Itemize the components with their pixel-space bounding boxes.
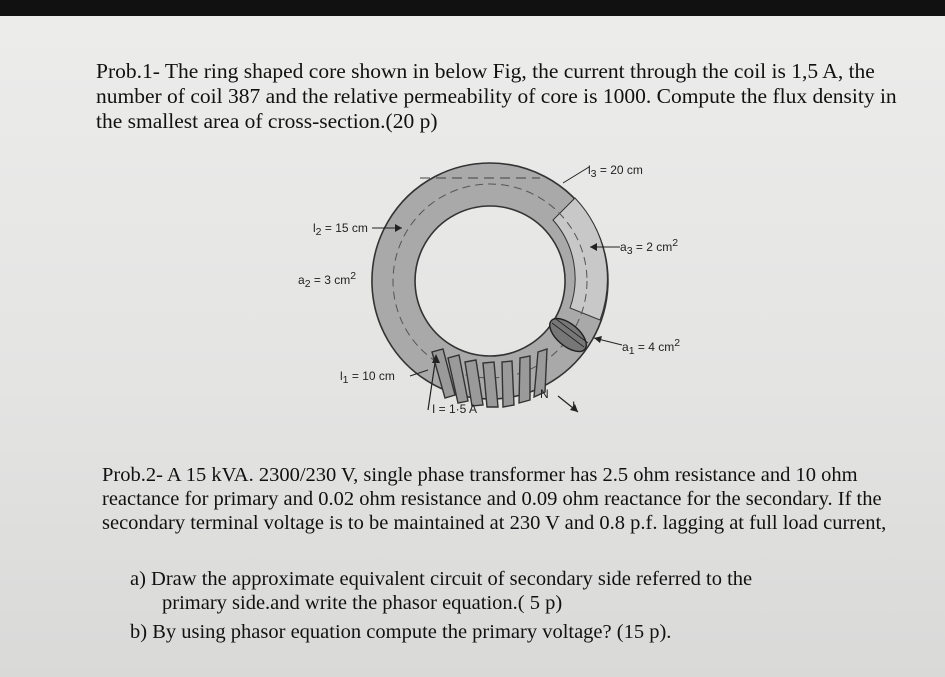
svg-text:l3 = 20 cm: l3 = 20 cm (588, 163, 643, 180)
part-a-line-2: primary side.and write the phasor equation.( 5 p) (162, 592, 563, 614)
problem-1-text: Prob.1- The ring shaped core shown in below Fig, the current through the coil is 1,5 A, the number of coil 387 and the relative permeability of core is 1000. Compute the flux density in the smallest area of cross-section.(20 p) (96, 59, 897, 133)
problem-2-part-a (130, 567, 870, 615)
svg-text:N: N (540, 387, 549, 401)
problem-2-part-b: b) By using phasor equation compute the primary voltage? (15 p). (130, 621, 672, 643)
svg-text:l2 = 15 cm: l2 = 15 cm (313, 221, 368, 238)
problem-2-text: Prob.2- A 15 kVA. 2300/230 V, single phase transformer has 2.5 ohm resistance and 10 ohm reactance for primary and 0.02 ohm resistance and 0.09 ohm reactance for the secondary. If the secondary terminal voltage is to be maintained at 230 V and 0.8 p.f. lagging at full load current, (102, 464, 887, 534)
label-a1 (594, 336, 680, 357)
svg-text:I = 1·5 A: I = 1·5 A (432, 402, 478, 416)
svg-text:a1 = 4 cm2: a1 = 4 cm2 (622, 337, 681, 357)
label-l3 (563, 163, 643, 183)
svg-text:I: I (572, 399, 576, 413)
label-a2 (298, 270, 356, 290)
svg-text:l1 = 10 cm: l1 = 10 cm (340, 369, 395, 386)
label-turns (540, 387, 578, 413)
svg-text:a2 = 3 cm2: a2 = 3 cm2 (298, 270, 357, 290)
part-a-line-1: a) Draw the approximate equivalent circuit of secondary side referred to the (130, 568, 753, 590)
svg-text:a3 = 2 cm2: a3 = 2 cm2 (620, 237, 679, 257)
